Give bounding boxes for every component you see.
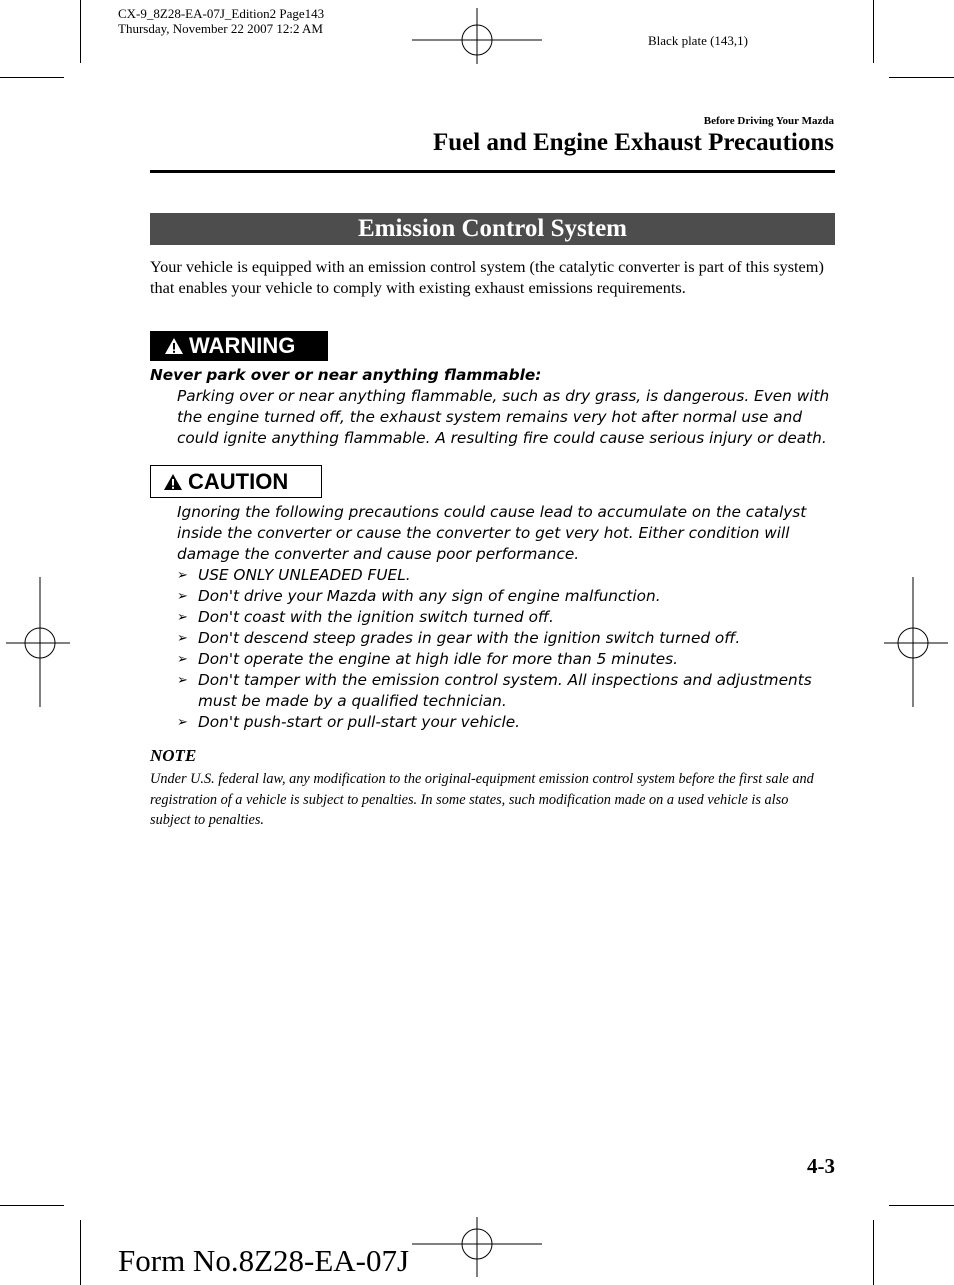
chapter-label: Before Driving Your Mazda <box>703 115 834 127</box>
arrowhead-bullet-icon: ➢ <box>177 610 188 625</box>
list-item: ➢ Don't operate the engine at high idle for more than 5 minutes. <box>177 650 678 668</box>
list-item: ➢ Don't tamper with the emission control system. All inspections and adjustments must be made by a qualified technician. <box>177 671 812 710</box>
section-heading: Emission Control System <box>150 213 835 245</box>
list-item: ➢ USE ONLY UNLEADED FUEL. <box>177 566 411 584</box>
page-number: 4-3 <box>807 1154 835 1178</box>
arrowhead-bullet-icon: ➢ <box>177 673 188 688</box>
warning-triangle-icon <box>163 473 183 491</box>
crosshair-icon <box>6 577 70 707</box>
note-heading: NOTE <box>150 746 197 765</box>
warning-body: Parking over or near anything flammable, such as dry grass, is dangerous. Even with the engine turned off, the exhaust system remains very hot after normal use and could ignite anything flammable. A resulting fire could cause serious injury or death. <box>177 387 830 447</box>
plate-label: Black plate (143,1) <box>648 33 748 48</box>
list-item: ➢ Don't drive your Mazda with any sign of engine malfunction. <box>177 587 661 605</box>
list-item: ➢ Don't coast with the ignition switch turned off. <box>177 608 554 626</box>
title-rule <box>150 170 835 173</box>
arrowhead-bullet-icon: ➢ <box>177 631 188 646</box>
caution-body: Ignoring the following precautions could cause lead to accumulate on the catalyst inside the converter or cause the converter to get very hot. Either condition will damage the converter and cause poor performance. <box>177 503 807 563</box>
warning-label: WARNING <box>189 333 296 358</box>
caution-badge <box>150 465 322 498</box>
caution-label: CAUTION <box>188 468 289 494</box>
warning-badge <box>150 331 328 361</box>
intro-paragraph: Your vehicle is equipped with an emission control system (the catalytic converter is part of this system) that enables your vehicle to comply with existing exhaust emissions requirements. <box>150 257 824 297</box>
arrowhead-bullet-icon: ➢ <box>177 589 188 604</box>
form-number: Form No.8Z28-EA-07J <box>118 1243 410 1278</box>
arrowhead-bullet-icon: ➢ <box>177 715 188 730</box>
list-item: ➢ Don't push-start or pull-start your vehicle. <box>177 713 521 731</box>
crosshair-icon <box>412 8 542 64</box>
arrowhead-bullet-icon: ➢ <box>177 568 188 583</box>
warning-triangle-icon <box>164 337 184 355</box>
crosshair-icon <box>884 577 948 707</box>
note-body: Under U.S. federal law, any modification to the original-equipment emission control system before the first sale and registration of a vehicle is subject to penalties. In some states, such modification made on a used vehicle is also subject to penalties. <box>150 771 814 828</box>
warning-heading: Never park over or near anything flammable: <box>150 366 542 384</box>
list-item: ➢ Don't descend steep grades in gear with the ignition switch turned off. <box>177 629 741 647</box>
print-info <box>118 6 324 36</box>
print-info-file: CX-9_8Z28-EA-07J_Edition2 Page143 <box>118 6 325 21</box>
arrowhead-bullet-icon: ➢ <box>177 652 188 667</box>
page-title: Fuel and Engine Exhaust Precautions <box>432 129 834 156</box>
caution-list <box>177 565 842 733</box>
print-info-date: Thursday, November 22 2007 12:2 AM <box>118 21 323 36</box>
crosshair-icon <box>412 1217 542 1277</box>
